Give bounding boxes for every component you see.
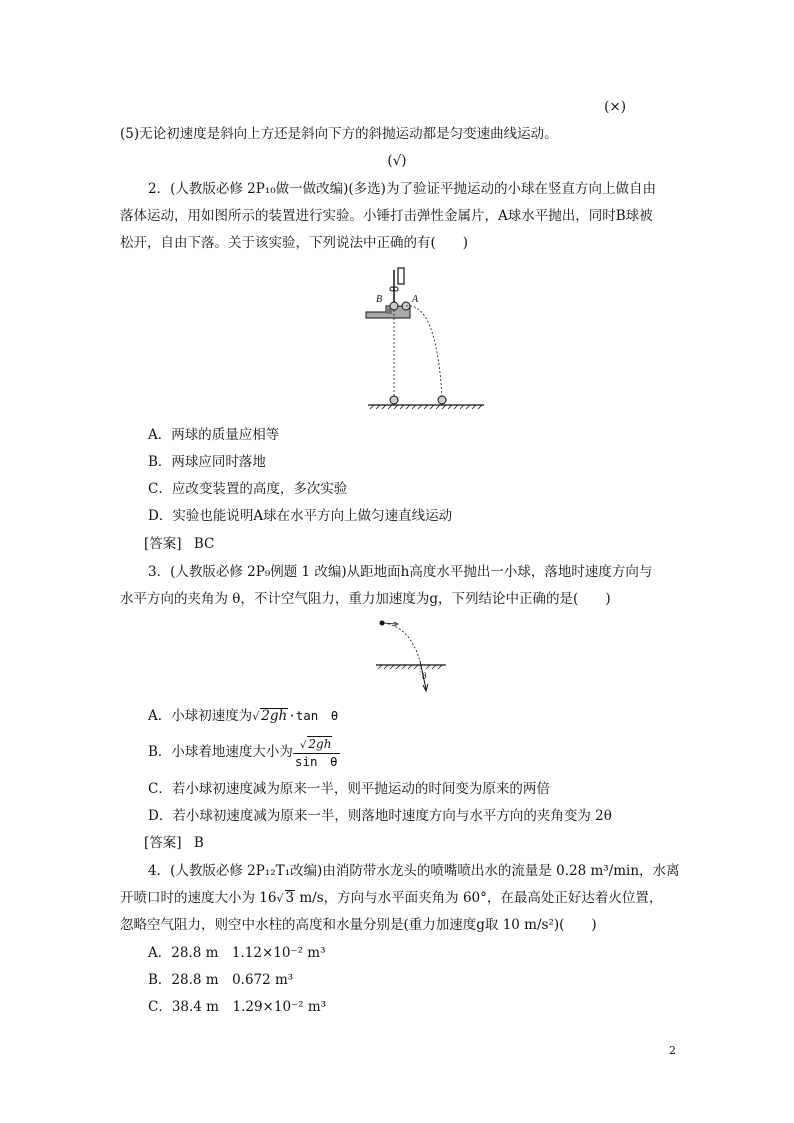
q2-answer bbox=[144, 534, 214, 554]
q3-answer bbox=[144, 833, 204, 853]
q2-stem-line3: 松开，自由下落。关于该实验，下列说法中正确的有( ) bbox=[120, 235, 469, 251]
q3-option-b-text: B．小球着地速度大小为 bbox=[148, 744, 293, 760]
q2-option-a: A．两球的质量应相等 bbox=[148, 427, 280, 443]
q3-fig-label-theta: θ bbox=[422, 671, 427, 681]
q4-stem-line2-root: 3 bbox=[285, 890, 295, 906]
q3-stem-line1: 3．(人教版必修 2P₉例题 1 改编)从距地面h高度水平抛出一小球，落地时速度方向与 bbox=[148, 564, 653, 580]
q3-option-d: D．若小球初速度减为原来一半，则落地时速度方向与水平方向的夹角变为 2θ bbox=[148, 808, 612, 824]
q3-option-a-tail: ·tan θ bbox=[288, 708, 339, 723]
q2-answer-label: [答案] bbox=[144, 536, 182, 552]
q4-stem-line2-pre: 开喷口时的速度大小为 16 bbox=[120, 890, 277, 906]
q2-fig-label-a: A bbox=[412, 294, 419, 305]
q4-option-c: C．38.4 m 1.29×10⁻² m³ bbox=[148, 999, 327, 1015]
q4-stem-line3: 忽略空气阻力，则空中水柱的高度和水量分别是(重力加速度g取 10 m/s²)( ) bbox=[120, 917, 597, 933]
q3-option-a-root: 2gh bbox=[261, 708, 288, 724]
q2-stem-line1: 2．(人教版必修 2P₁₀做一做改编)(多选)为了验证平抛运动的小球在竖直方向上做自由 bbox=[148, 181, 656, 197]
item5-statement: (5)无论初速度是斜向上方还是斜向下方的斜抛运动都是匀变速曲线运动。 bbox=[120, 126, 558, 142]
q3-option-b-numerator: 2gh bbox=[308, 737, 332, 751]
q3-stem-line2: 水平方向的夹角为 θ，不计空气阻力，重力加速度为g，下列结论中正确的是( ) bbox=[120, 591, 611, 607]
q4-option-b: B．28.8 m 0.672 m³ bbox=[148, 972, 294, 988]
q3-option-c: C．若小球初速度减为原来一半，则平抛运动的时间变为原来的两倍 bbox=[148, 781, 550, 797]
item5-judgement-mark: (√) bbox=[387, 153, 407, 169]
page-number: 2 bbox=[669, 1044, 676, 1057]
q3-option-b-fraction: $\frac{√ 2gh}{\text{sin θ}}$ bbox=[294, 737, 338, 769]
q2-apparatus-figure bbox=[360, 262, 490, 412]
q2-answer-value: BC bbox=[193, 536, 215, 552]
q3-trajectory-figure bbox=[370, 615, 460, 695]
item4-judgement-mark: (×) bbox=[604, 99, 626, 115]
q4-stem-line1: 4．(人教版必修 2P₁₂T₁改编)由消防带水龙头的喷嘴喷出水的流量是 0.28 m³/min，水离 bbox=[148, 863, 680, 879]
q2-option-c: C．应改变装置的高度，多次实验 bbox=[148, 481, 348, 497]
q3-option-a-text: A．小球初速度为 bbox=[148, 708, 253, 724]
q3-option-b-denominator: sin θ bbox=[294, 754, 338, 769]
q3-answer-value: B bbox=[193, 835, 204, 851]
q2-option-d: D．实验也能说明A球在水平方向上做匀速直线运动 bbox=[148, 508, 453, 524]
q4-option-a: A．28.8 m 1.12×10⁻² m³ bbox=[148, 945, 326, 961]
q2-option-b: B．两球应同时落地 bbox=[148, 454, 266, 470]
q3-answer-label: [答案] bbox=[144, 835, 182, 851]
q2-stem-line2: 落体运动，用如图所示的装置进行实验。小锤打击弹性金属片，A球水平抛出，同时B球被 bbox=[120, 208, 653, 224]
q3-option-b bbox=[148, 736, 340, 769]
q4-stem-line2-post: m/s，方向与水平面夹角为 60°，在最高处正好达着火位置， bbox=[295, 890, 663, 906]
q2-fig-label-b: B bbox=[376, 294, 383, 305]
q3-option-a: A．小球初速度为√ 2gh·tan θ bbox=[148, 708, 339, 724]
q4-stem-line2: 开喷口时的速度大小为 16√ 3 m/s，方向与水平面夹角为 60°，在最高处正好达着火位置， bbox=[120, 890, 663, 906]
